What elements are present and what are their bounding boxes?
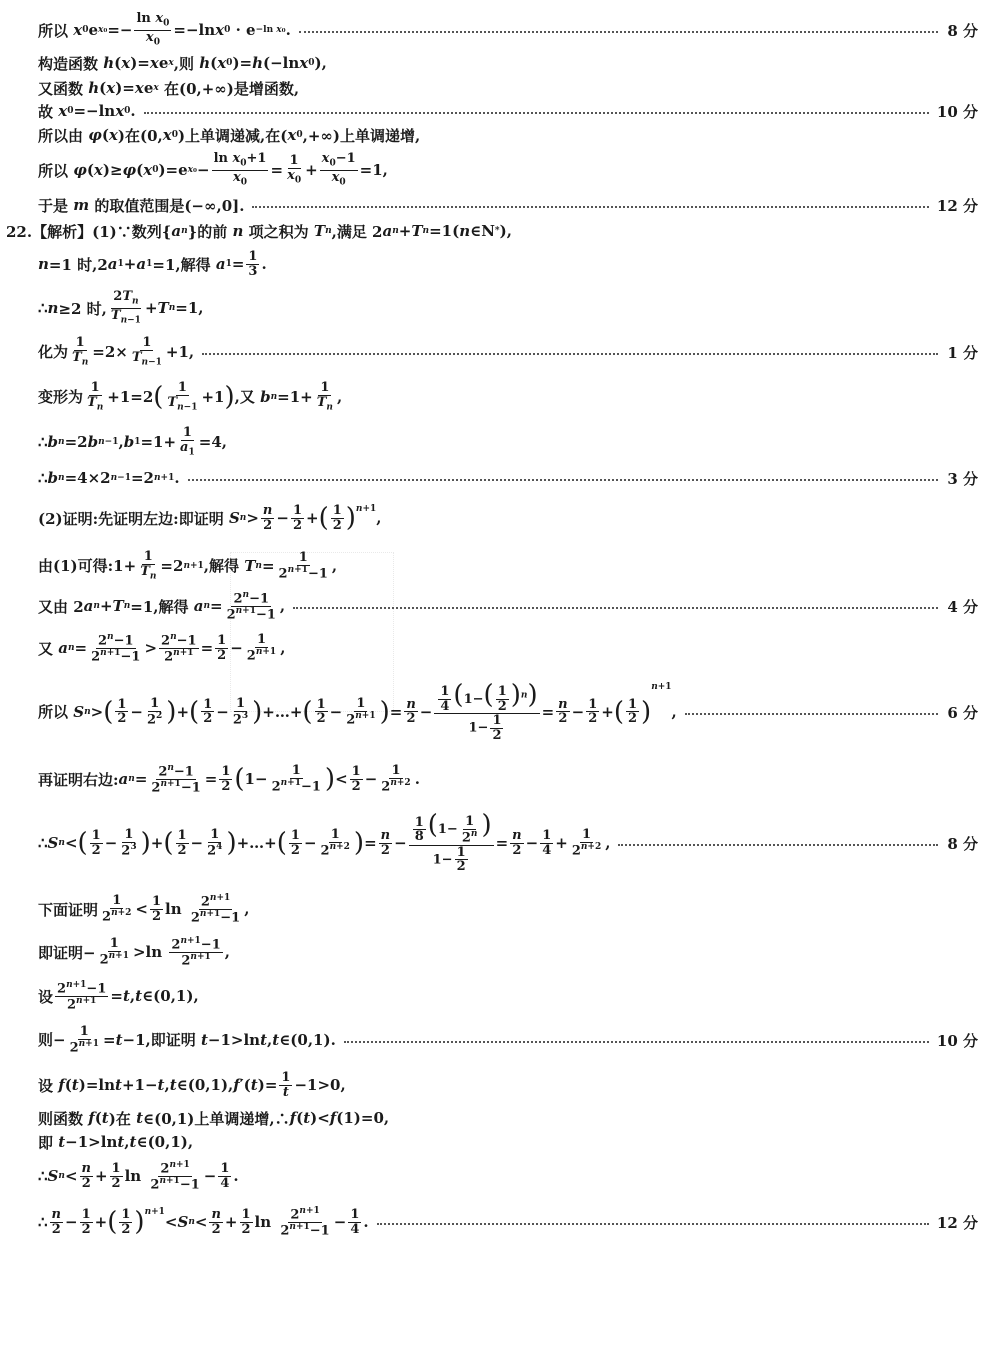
dot-leader bbox=[299, 31, 938, 33]
dot-leader bbox=[202, 353, 938, 355]
score-label: 10 分 bbox=[936, 1031, 978, 1050]
line-9: n =1 时,2 a 1 + a 1 =1,解得 a 1 = $\frac{1}{3}$ . bbox=[38, 248, 267, 279]
line-30: ∴ $\frac{n}{2}$ − $\frac{1}{2}$ + ( $\frac{1}{2}$ ) $^{n +1}$ < S n < $\frac{n}{2}$ + $\frac{1}{2}$ ln $\frac{2^{n+1}}{2^{n+1}-1}$ − $\frac{1}{4}$ . 12 分 bbox=[38, 1205, 978, 1238]
score-label: 8 分 bbox=[947, 21, 978, 40]
dot-leader bbox=[188, 479, 938, 481]
line-25: 则− $\frac{1}{2^{n+1}}$ = t −1,即证明 t −1>ln t , t ∈(0,1). 10 分 bbox=[38, 1024, 978, 1056]
line-27: 则函数 f ( t )在 t ∈(0,1)上单调递增,∴ f ( t )< f (1)=0, bbox=[38, 1109, 390, 1128]
score-label: 1 分 bbox=[947, 343, 978, 362]
line-16: 由(1)可得:1+ $\frac{1}{T_n}$ =2 n+1 ,解得 T n = $\frac{1}{2^{n+1}-1}$ , bbox=[38, 549, 338, 582]
line-23: 即证明− $\frac{1}{2^{n+1}}$ >ln $\frac{2^{n+1}-1}{2^{n+1}}$ , bbox=[38, 935, 230, 968]
line-20: 再证明右边: a n = $\frac{2^n-1}{2^{n+1}-1}$ = $\frac{1}{2}$ ( 1− $\frac{1}{2^{n+1}-1}$ ) < $\frac{1}{2}$ − $\frac{1}{2^{n+2}}$ . bbox=[38, 762, 420, 795]
line-1: 所以 x 0 e x₀ =− $\frac{\ln x_0}{x_0}$ =−ln x 0 · e −ln x₀ . 8 分 bbox=[38, 11, 978, 48]
line-18: 又 a n = $\frac{2^n-1}{2^{n+1}-1}$ > $\frac{2^n-1}{2^{n+1}}$ = $\frac{1}{2}$ − $\frac{1}{2^{n+1}}$ , bbox=[38, 631, 286, 664]
line-22: 下面证明 $\frac{1}{2^{n+2}}$ < $\frac{1}{2}$ ln $\frac{2^{n+1}}{2^{n+1}-1}$ , bbox=[38, 892, 250, 925]
dot-leader bbox=[293, 607, 938, 609]
score-label: 4 分 bbox=[947, 597, 978, 616]
line-28: 即 t −1>ln t , t ∈(0,1), bbox=[38, 1133, 194, 1152]
problem-22-heading: 22.【解析】(1)∵数列{ a n }的前 n 项之积为 T n ,满足 2 a n + T n =1( n ∈N * ), bbox=[6, 222, 512, 241]
line-11: 化为 $\frac{1}{T_n}$ =2× $\frac{1}{T_{n-1}}$ +1, 1 分 bbox=[38, 335, 978, 368]
line-13: ∴ b n =2 b n−1 , b 1 =1+ $\frac{1}{a_1}$ =4, bbox=[38, 425, 227, 458]
line-6: 所以 φ ( x )≥ φ ( x 0 )=e x₀ − $\frac{\ln x_0+1}{x_0}$ = $\frac{1}{x_0}$ + $\frac{x_0-1}{x_0}$ =1, bbox=[38, 151, 388, 188]
dot-leader bbox=[144, 112, 929, 114]
line-10: ∴ n ≥2 时, $\frac{2T_n}{T_{n-1}}$ + T n =1, bbox=[38, 289, 204, 326]
line-14: ∴ b n =4×2 n−1 =2 n+1 . 3 分 bbox=[38, 469, 978, 488]
dot-leader bbox=[344, 1041, 929, 1043]
dot-leader bbox=[377, 1223, 929, 1225]
line-3: 又函数 h ( x )= x e x 在(0,+∞)是增函数, bbox=[38, 79, 300, 98]
line-17: 又由 2 a n + T n =1,解得 a n = $\frac{2^n-1}{2^{n+1}-1}$ , 4 分 bbox=[38, 589, 978, 622]
score-label: 3 分 bbox=[947, 469, 978, 488]
score-label: 12 分 bbox=[936, 196, 978, 215]
score-label: 10 分 bbox=[936, 102, 978, 121]
line-26: 设 f ( t )=ln t +1− t , t ∈(0,1), f ′( t )= $\frac{1}{t}$ −1>0, bbox=[38, 1069, 346, 1100]
line-24: 设 $\frac{2^{n+1}-1}{2^{n+1}}$ = t , t ∈(0,1), bbox=[38, 979, 199, 1012]
line-5: 所以由 φ ( x )在(0, x 0 )上单调递减,在( x 0 ,+∞)上单调递增, bbox=[38, 126, 421, 145]
line-29: ∴ S n < $\frac{n}{2}$ + $\frac{1}{2}$ ln $\frac{2^{n+1}}{2^{n+1}-1}$ − $\frac{1}{4}$ . bbox=[38, 1159, 239, 1192]
score-label: 8 分 bbox=[947, 834, 978, 853]
line-15: (2)证明:先证明左边:即证明 S n > $\frac{n}{2}$ − $\frac{1}{2}$ + ( $\frac{1}{2}$ ) $^{n +1}$ , bbox=[38, 502, 382, 533]
line-4: 故 x 0 =−ln x 0 . 10 分 bbox=[38, 102, 978, 121]
line-7: 于是 m 的取值范围是(−∞,0]. 12 分 bbox=[38, 196, 978, 215]
dot-leader bbox=[618, 844, 938, 846]
line-2: 构造函数 h ( x )= x e x ,则 h ( x 0 )= h (−ln x 0 ), bbox=[38, 54, 327, 73]
dot-leader bbox=[252, 206, 928, 208]
line-19: 所以 S n > ( $\frac{1}{2}$ − $\frac{1}{2^2}$ ) + ( $\frac{1}{2}$ − $\frac{1}{2^3}$ ) +…+ ( $\frac{1}{2}$ − $\frac{1}{2^{n+1}}$ ) = $\frac{n}{2}$ − $\frac{1}{4}$ (1−( $\frac{1}{2}$ )$^n$) 1− $\frac{1}{2}$ = $\frac{n}{2}$ − $\frac{1}{2}$ + ( $\frac{1}{2}$ ) n+1 , 6 分 bbox=[38, 679, 978, 743]
score-label: 12 分 bbox=[936, 1213, 978, 1232]
line-12: 变形为 $\frac{1}{T_n}$ +1=2 ( $\frac{1}{T_{n-1}}$ +1 ) ,又 b n =1+ $\frac{1}{T_n}$ , bbox=[38, 380, 343, 413]
dot-leader bbox=[685, 713, 938, 715]
score-label: 6 分 bbox=[947, 703, 978, 722]
line-21: ∴ S n < ( $\frac{1}{2}$ − $\frac{1}{2^3}$ ) + ( $\frac{1}{2}$ − $\frac{1}{2^4}$ ) +…+ ( $\frac{1}{2}$ − $\frac{1}{2^{n+2}}$ ) = $\frac{n}{2}$ − $\frac{1}{8}$ (1− $\frac{1}{2^n}$ ) 1− $\frac{1}{2}$ = $\frac{n}{2}$ − $\frac{1}{4}$ + $\frac{1}{2^{n+2}}$ , 8 分 bbox=[38, 810, 978, 875]
